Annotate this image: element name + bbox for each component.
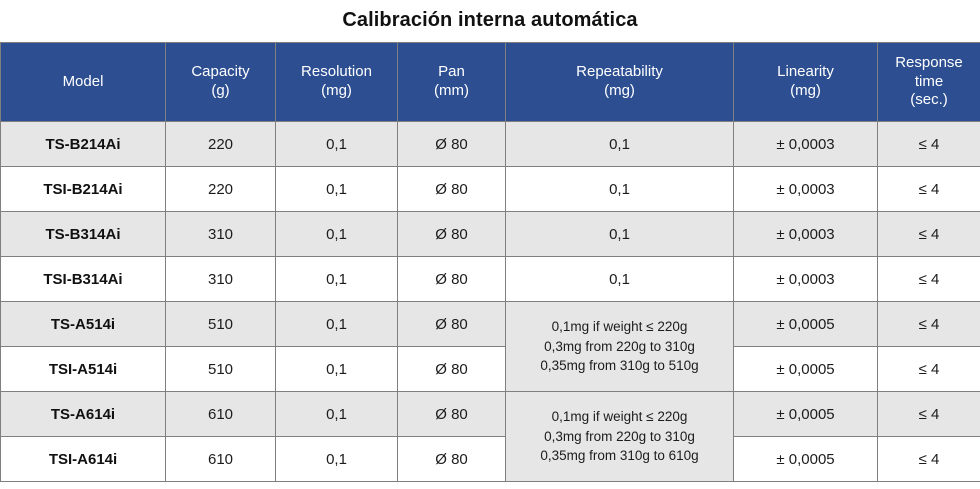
cell-linearity: ± 0,0003 bbox=[734, 212, 878, 257]
cell-resolution: 0,1 bbox=[276, 122, 398, 167]
cell-response-time: ≤ 4 bbox=[878, 347, 980, 392]
column-header-linearity bbox=[734, 43, 878, 122]
cell-model: TS-A514i bbox=[1, 302, 166, 347]
cell-response-time: ≤ 4 bbox=[878, 392, 980, 437]
column-header-linearity-line-1: Linearity bbox=[777, 63, 834, 81]
cell-linearity: ± 0,0005 bbox=[734, 437, 878, 482]
cell-capacity: 510 bbox=[166, 347, 276, 392]
column-header-model bbox=[1, 43, 166, 122]
repeatability-line-1: 0,1mg if weight ≤ 220g bbox=[551, 319, 688, 335]
table-body bbox=[1, 122, 980, 482]
repeatability-line-2: 0,3mg from 220g to 310g bbox=[544, 338, 695, 354]
cell-resolution: 0,1 bbox=[276, 347, 398, 392]
cell-pan: Ø 80 bbox=[398, 437, 506, 482]
cell-repeatability: 0,1 bbox=[506, 212, 734, 257]
cell-response-time: ≤ 4 bbox=[878, 302, 980, 347]
column-header-response-time-line-3: (sec.) bbox=[910, 91, 948, 109]
cell-model: TSI-B314Ai bbox=[1, 257, 166, 302]
cell-model: TSI-B214Ai bbox=[1, 167, 166, 212]
cell-linearity: ± 0,0005 bbox=[734, 347, 878, 392]
column-header-linearity-line-2: (mg) bbox=[790, 82, 821, 99]
column-header-resolution-line-1: Resolution bbox=[301, 63, 372, 81]
cell-response-time: ≤ 4 bbox=[878, 437, 980, 482]
cell-capacity: 220 bbox=[166, 167, 276, 212]
cell-response-time: ≤ 4 bbox=[878, 122, 980, 167]
cell-repeatability: 0,1 bbox=[506, 122, 734, 167]
cell-resolution: 0,1 bbox=[276, 212, 398, 257]
column-header-repeatability-line-2: (mg) bbox=[604, 82, 635, 99]
cell-capacity: 510 bbox=[166, 302, 276, 347]
table-row bbox=[1, 212, 980, 257]
cell-pan: Ø 80 bbox=[398, 257, 506, 302]
cell-capacity: 610 bbox=[166, 437, 276, 482]
column-header-capacity-line-1: Capacity bbox=[191, 63, 250, 81]
column-header-response-time-line-2: time bbox=[914, 72, 944, 90]
column-header-repeatability-line-1: Repeatability bbox=[576, 63, 663, 81]
cell-pan: Ø 80 bbox=[398, 347, 506, 392]
table-row bbox=[1, 347, 980, 392]
table-row bbox=[1, 437, 980, 482]
cell-response-time: ≤ 4 bbox=[878, 167, 980, 212]
cell-capacity: 310 bbox=[166, 257, 276, 302]
cell-capacity: 310 bbox=[166, 212, 276, 257]
cell-resolution: 0,1 bbox=[276, 392, 398, 437]
cell-pan: Ø 80 bbox=[398, 392, 506, 437]
column-header-resolution-line-2: (mg) bbox=[321, 82, 352, 99]
cell-resolution: 0,1 bbox=[276, 167, 398, 212]
cell-pan: Ø 80 bbox=[398, 212, 506, 257]
repeatability-line-2: 0,3mg from 220g to 310g bbox=[544, 428, 695, 444]
cell-repeatability-merged bbox=[506, 392, 734, 482]
table-row bbox=[1, 122, 980, 167]
column-header-repeatability bbox=[506, 43, 734, 122]
cell-model: TS-B314Ai bbox=[1, 212, 166, 257]
table-header-row bbox=[1, 43, 980, 122]
table-row bbox=[1, 302, 980, 347]
column-header-response-time bbox=[878, 43, 980, 122]
specifications-table bbox=[0, 42, 980, 482]
cell-linearity: ± 0,0003 bbox=[734, 257, 878, 302]
column-header-response-time-line-1: Response bbox=[895, 53, 963, 71]
column-header-model-line-1: Model bbox=[62, 72, 104, 90]
cell-response-time: ≤ 4 bbox=[878, 212, 980, 257]
cell-resolution: 0,1 bbox=[276, 437, 398, 482]
table-row bbox=[1, 257, 980, 302]
cell-linearity: ± 0,0003 bbox=[734, 122, 878, 167]
column-header-pan-line-1: Pan bbox=[438, 63, 465, 81]
repeatability-line-3: 0,35mg from 310g to 510g bbox=[540, 358, 699, 374]
table-header bbox=[1, 43, 980, 122]
table-row bbox=[1, 392, 980, 437]
column-header-resolution bbox=[276, 43, 398, 122]
cell-repeatability-merged bbox=[506, 302, 734, 392]
table-row bbox=[1, 167, 980, 212]
cell-response-time: ≤ 4 bbox=[878, 257, 980, 302]
column-header-pan bbox=[398, 43, 506, 122]
cell-pan: Ø 80 bbox=[398, 302, 506, 347]
cell-resolution: 0,1 bbox=[276, 302, 398, 347]
cell-linearity: ± 0,0005 bbox=[734, 302, 878, 347]
cell-model: TSI-A614i bbox=[1, 437, 166, 482]
cell-linearity: ± 0,0003 bbox=[734, 167, 878, 212]
cell-model: TS-B214Ai bbox=[1, 122, 166, 167]
column-header-capacity-line-2: (g) bbox=[211, 82, 230, 99]
cell-linearity: ± 0,0005 bbox=[734, 392, 878, 437]
cell-capacity: 220 bbox=[166, 122, 276, 167]
cell-model: TS-A614i bbox=[1, 392, 166, 437]
page-title: Calibración interna automática bbox=[342, 9, 638, 31]
cell-pan: Ø 80 bbox=[398, 122, 506, 167]
cell-repeatability: 0,1 bbox=[506, 167, 734, 212]
cell-capacity: 610 bbox=[166, 392, 276, 437]
repeatability-line-3: 0,35mg from 310g to 610g bbox=[540, 448, 699, 464]
column-header-pan-line-2: (mm) bbox=[434, 82, 469, 99]
cell-model: TSI-A514i bbox=[1, 347, 166, 392]
cell-pan: Ø 80 bbox=[398, 167, 506, 212]
column-header-capacity bbox=[166, 43, 276, 122]
repeatability-line-1: 0,1mg if weight ≤ 220g bbox=[551, 409, 688, 425]
cell-repeatability: 0,1 bbox=[506, 257, 734, 302]
cell-resolution: 0,1 bbox=[276, 257, 398, 302]
